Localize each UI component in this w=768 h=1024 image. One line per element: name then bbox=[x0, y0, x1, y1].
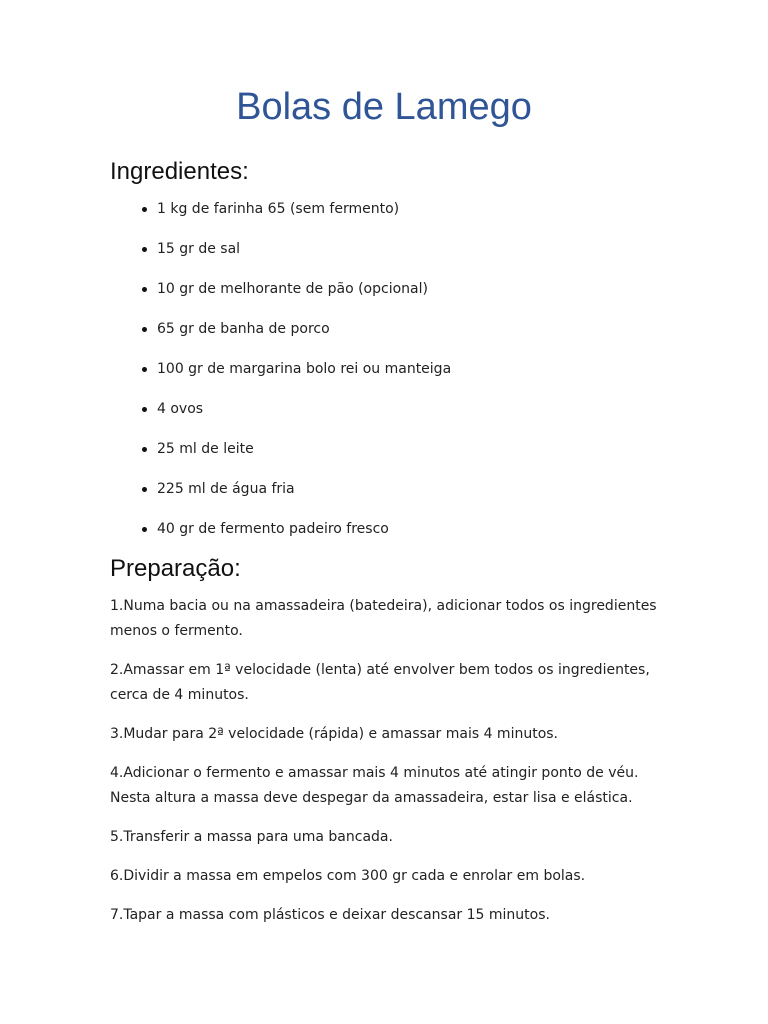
bullet-icon bbox=[142, 527, 147, 532]
bullet-icon bbox=[142, 327, 147, 332]
preparation-step-6: 6.Dividir a massa em empelos com 300 gr cada e enrolar em bolas. bbox=[110, 868, 586, 884]
preparation-step-5: 5.Transferir a massa para uma bancada. bbox=[110, 829, 393, 845]
ingredient-item-6 bbox=[110, 398, 451, 438]
ingredient-item-9 bbox=[110, 518, 451, 558]
bullet-icon bbox=[142, 447, 147, 452]
ingredients-heading: Ingredientes: bbox=[110, 158, 249, 185]
preparation-steps bbox=[110, 594, 670, 942]
ingredient-text: 40 gr de fermento padeiro fresco bbox=[157, 521, 389, 537]
preparation-step-4: 4.Adicionar o fermento e amassar mais 4 minutos até atingir ponto de véu. Nesta altura a massa deve despegar da amassadeira, estar lisa e elástica. bbox=[110, 765, 639, 806]
bullet-icon bbox=[142, 407, 147, 412]
ingredient-item-8 bbox=[110, 478, 451, 518]
preparation-step-1: 1.Numa bacia ou na amassadeira (batedeira), adicionar todos os ingredientes menos o fermento. bbox=[110, 598, 657, 639]
ingredient-text: 1 kg de farinha 65 (sem fermento) bbox=[157, 201, 400, 217]
ingredient-item-1 bbox=[110, 198, 451, 238]
ingredient-item-3 bbox=[110, 278, 451, 318]
ingredient-item-2 bbox=[110, 238, 451, 278]
ingredient-text: 225 ml de água fria bbox=[157, 481, 295, 497]
ingredient-item-7 bbox=[110, 438, 451, 478]
preparation-heading: Preparação: bbox=[110, 555, 241, 582]
bullet-icon bbox=[142, 487, 147, 492]
ingredient-text: 10 gr de melhorante de pão (opcional) bbox=[157, 281, 428, 297]
ingredient-text: 25 ml de leite bbox=[157, 441, 254, 457]
ingredient-item-5 bbox=[110, 358, 451, 398]
bullet-icon bbox=[142, 287, 147, 292]
ingredient-list bbox=[110, 198, 451, 558]
ingredient-text: 15 gr de sal bbox=[157, 241, 241, 257]
preparation-step-7: 7.Tapar a massa com plásticos e deixar descansar 15 minutos. bbox=[110, 907, 550, 923]
ingredient-text: 4 ovos bbox=[157, 401, 204, 417]
ingredient-text: 65 gr de banha de porco bbox=[157, 321, 330, 337]
ingredient-text: 100 gr de margarina bolo rei ou manteiga bbox=[157, 361, 452, 377]
preparation-step-2: 2.Amassar em 1ª velocidade (lenta) até envolver bem todos os ingredientes, cerca de 4 minutos. bbox=[110, 662, 650, 703]
bullet-icon bbox=[142, 247, 147, 252]
ingredient-item-4 bbox=[110, 318, 451, 358]
page-title: Bolas de Lamego bbox=[236, 86, 532, 128]
bullet-icon bbox=[142, 207, 147, 212]
bullet-icon bbox=[142, 367, 147, 372]
preparation-step-3: 3.Mudar para 2ª velocidade (rápida) e amassar mais 4 minutos. bbox=[110, 726, 559, 742]
